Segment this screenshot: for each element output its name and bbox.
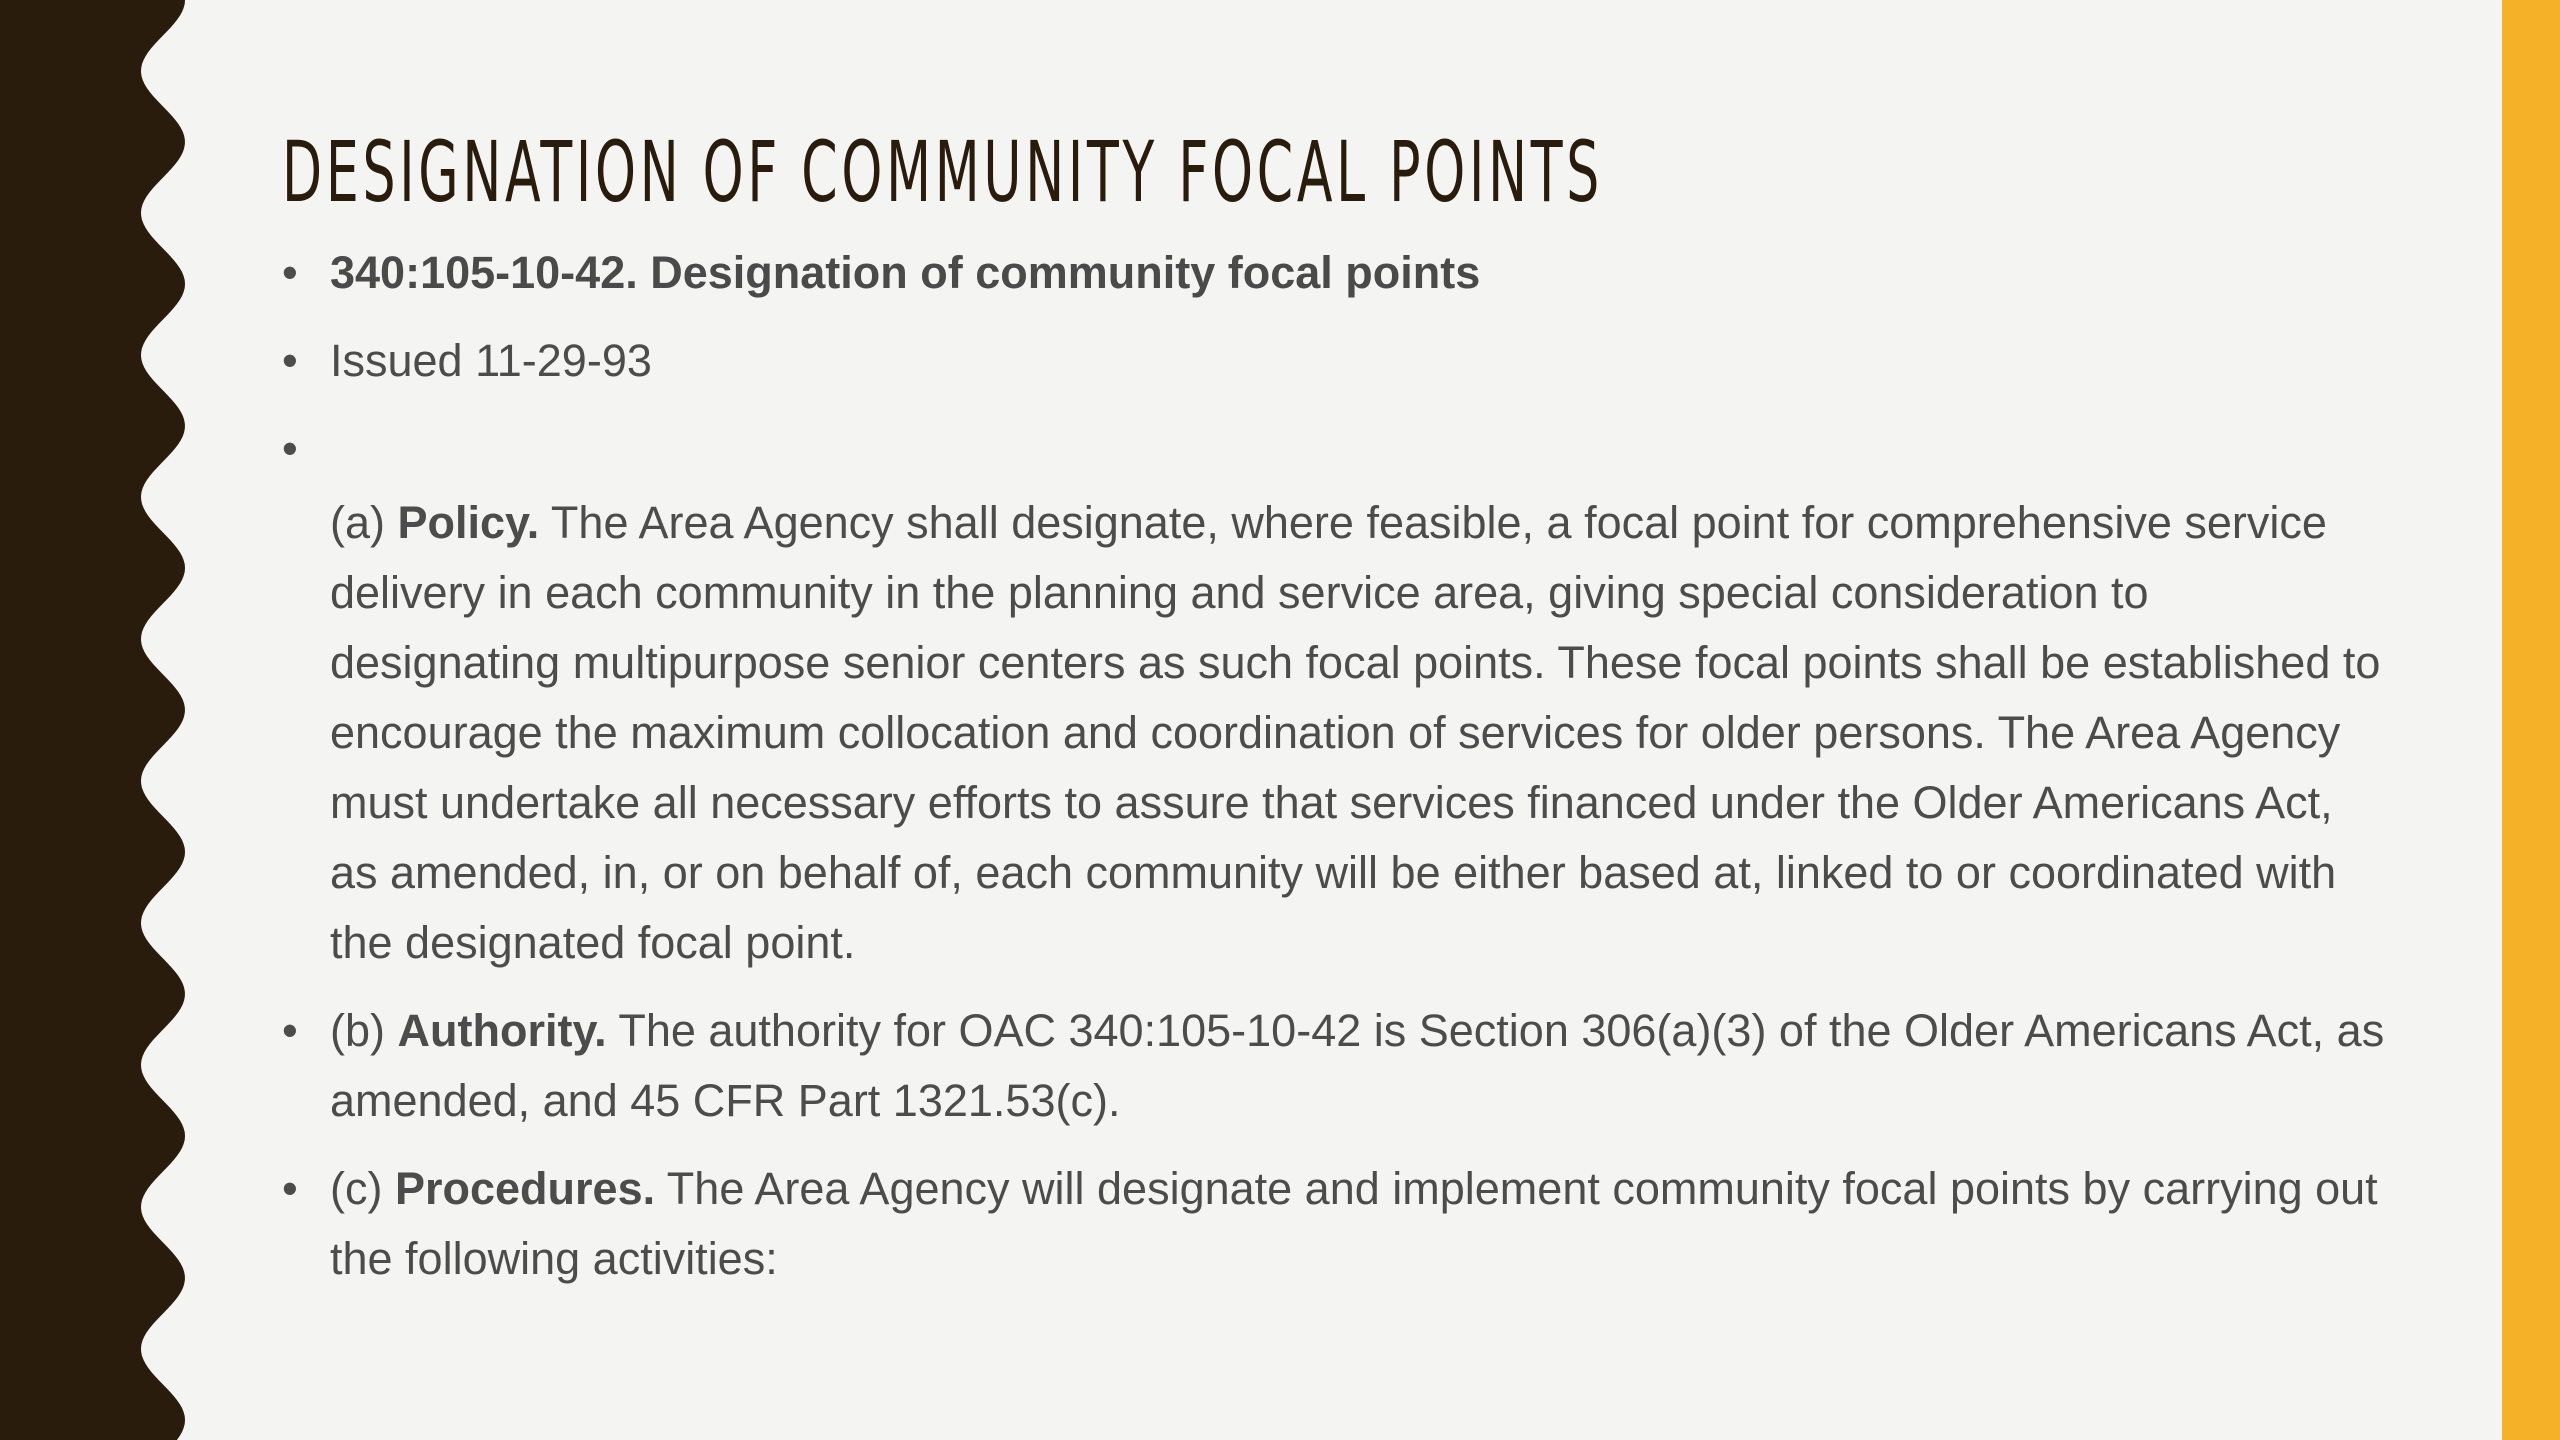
bullet-list — [330, 238, 2390, 1312]
procedures-prefix: (c) — [330, 1163, 395, 1214]
policy-text: The Area Agency shall designate, where feasible, a focal point for comprehensive service delivery in each community in the planning and service area, giving special consideration to designating multipurpose senior centers as such focal points. These focal points shall be established to encourage the maximum collocation and coordination of services for older persons. The Area Agency must undertake all necessary efforts to assure that services financed under the Older Americans Act, as amended, in, or on behalf of, each community will be either based at, linked to or coordinated with the designated focal point. — [330, 497, 2381, 968]
bullet-empty — [330, 414, 2390, 484]
right-accent-band — [2502, 0, 2560, 1440]
policy-paragraph — [330, 488, 2390, 978]
bullet-procedures-paragraph — [330, 1154, 2390, 1294]
authority-text: The authority for OAC 340:105-10-42 is Section 306(a)(3) of the Older Americans Act, as amended, and 45 CFR Part 1321.53(c). — [330, 1005, 2385, 1126]
slide-title: DESIGNATION OF COMMUNITY FOCAL POINTS — [282, 123, 1604, 221]
policy-prefix: (a) — [330, 497, 398, 548]
authority-heading: Authority. — [397, 1005, 607, 1056]
procedures-heading: Procedures. — [394, 1163, 656, 1214]
wave-border-graphic — [0, 0, 200, 1440]
procedures-text: The Area Agency will designate and implement community focal points by carrying out the following activities: — [330, 1163, 2378, 1284]
authority-prefix: (b) — [330, 1005, 398, 1056]
bullet-issued-date — [330, 326, 2390, 396]
issued-date-text: Issued 11-29-93 — [330, 335, 652, 386]
bullet-authority-paragraph — [330, 996, 2390, 1136]
rule-heading-text: 340:105-10-42. Designation of community focal points — [330, 247, 1481, 298]
bullet-policy-paragraph — [330, 488, 2390, 978]
bullet-rule-heading — [330, 238, 2390, 308]
left-decorative-wave-band — [0, 0, 200, 1440]
policy-heading: Policy. — [397, 497, 540, 548]
